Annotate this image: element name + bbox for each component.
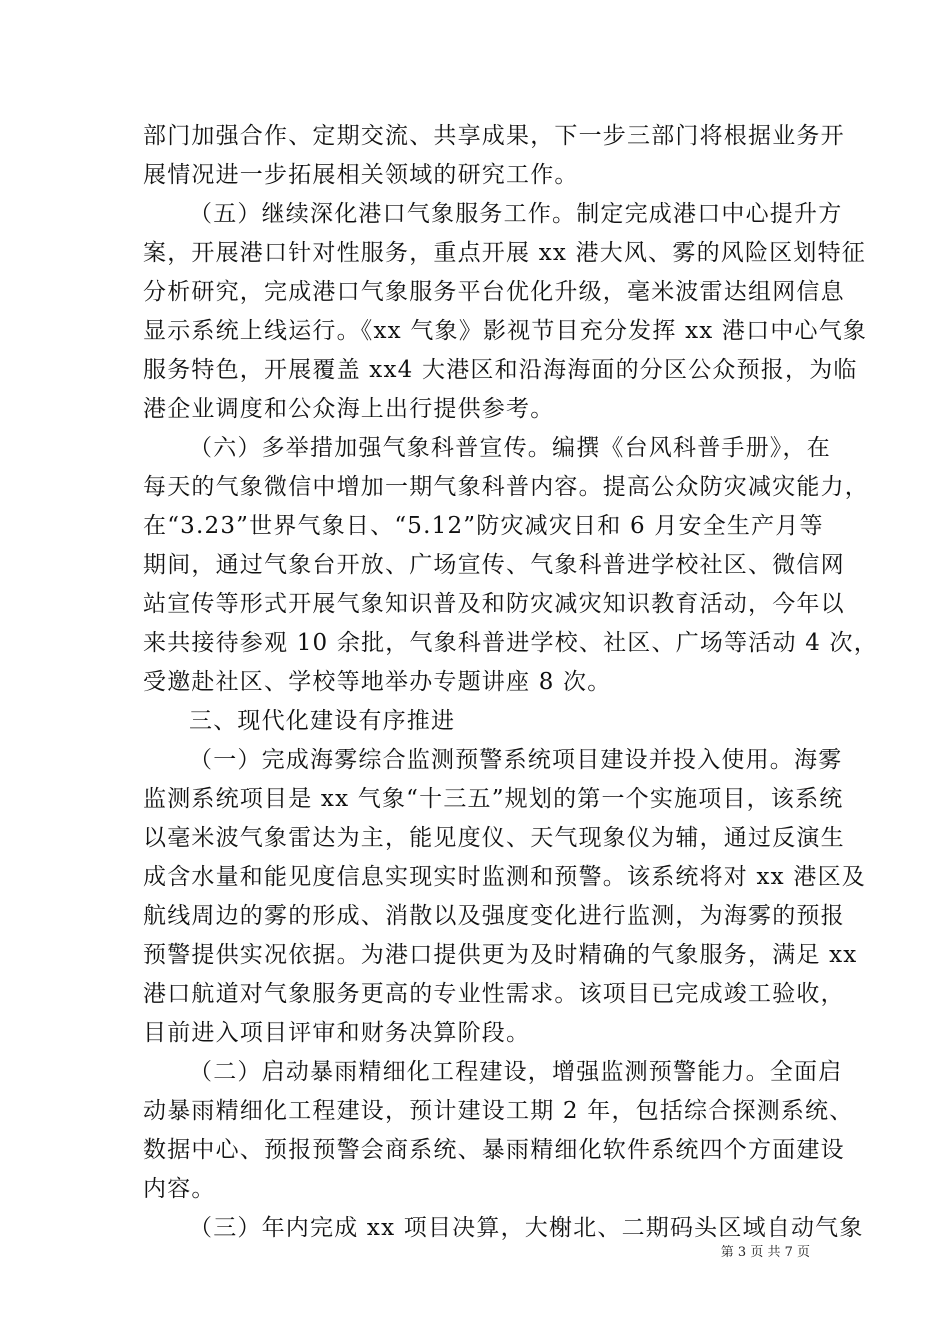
text-line: 来共接待参观 10 余批，气象科普进学校、社区、广场等活动 4 次， <box>143 630 878 656</box>
text-line: 服务特色，开展覆盖 xx4 大港区和沿海海面的分区公众预报，为临 <box>143 357 858 383</box>
text-line: 受邀赴社区、学校等地举办专题讲座 8 次。 <box>143 669 612 695</box>
text-line: 期间，通过气象台开放、广场宣传、气象科普进学校社区、微信网 <box>143 552 845 578</box>
text-line: 监测系统项目是 xx 气象“十三五”规划的第一个实施项目，该系统 <box>143 786 844 812</box>
text-line: 动暴雨精细化工程建设，预计建设工期 2 年，包括综合探测系统、 <box>143 1098 854 1124</box>
section-heading: 三、现代化建设有序推进 <box>189 708 456 734</box>
text-line: 航线周边的雾的形成、消散以及强度变化进行监测，为海雾的预报 <box>143 903 845 929</box>
text-line: （一）完成海雾综合监测预警系统项目建设并投入使用。海雾 <box>189 747 843 773</box>
text-line: 案，开展港口针对性服务，重点开展 xx 港大风、雾的风险区划特征 <box>143 240 866 266</box>
text-line: （五）继续深化港口气象服务工作。制定完成港口中心提升方 <box>189 201 843 227</box>
text-line: 部门加强合作、定期交流、共享成果，下一步三部门将根据业务开 <box>143 123 845 149</box>
text-line: 预警提供实况依据。为港口提供更为及时精确的气象服务，满足 xx <box>143 942 858 968</box>
text-line: 内容。 <box>143 1176 216 1202</box>
text-line: 站宣传等形式开展气象知识普及和防灾减灾知识教育活动，今年以 <box>143 591 845 617</box>
text-line: 每天的气象微信中增加一期气象科普内容。提高公众防灾减灾能力， <box>143 474 869 500</box>
text-line: 数据中心、预报预警会商系统、暴雨精细化软件系统四个方面建设 <box>143 1137 845 1163</box>
text-line: （三）年内完成 xx 项目决算，大榭北、二期码头区域自动气象 <box>189 1215 864 1241</box>
text-line: 分析研究，完成港口气象服务平台优化升级，毫米波雷达组网信息 <box>143 279 845 305</box>
text-line: （二）启动暴雨精细化工程建设，增强监测预警能力。全面启 <box>189 1059 843 1085</box>
text-line: 以毫米波气象雷达为主，能见度仪、天气现象仪为辅，通过反演生 <box>143 825 845 851</box>
text-line: 成含水量和能见度信息实现实时监测和预警。该系统将对 xx 港区及 <box>143 864 866 890</box>
text-line: （六）多举措加强气象科普宣传。编撰《台风科普手册》，在 <box>189 435 831 461</box>
text-line: 港企业调度和公众海上出行提供参考。 <box>143 396 555 422</box>
text-line: 目前进入项目评审和财务决算阶段。 <box>143 1020 531 1046</box>
page-number: 第 3 页 共 7 页 <box>720 1245 810 1260</box>
text-line: 在“3.23”世界气象日、“5.12”防灾减灾日和 6 月安全生产月等 <box>143 513 824 539</box>
text-line: 港口航道对气象服务更高的专业性需求。该项目已完成竣工验收， <box>143 981 845 1007</box>
text-line: 显示系统上线运行。《xx 气象》影视节目充分发挥 xx 港口中心气象 <box>143 318 868 344</box>
text-line: 展情况进一步拓展相关领域的研究工作。 <box>143 162 579 188</box>
